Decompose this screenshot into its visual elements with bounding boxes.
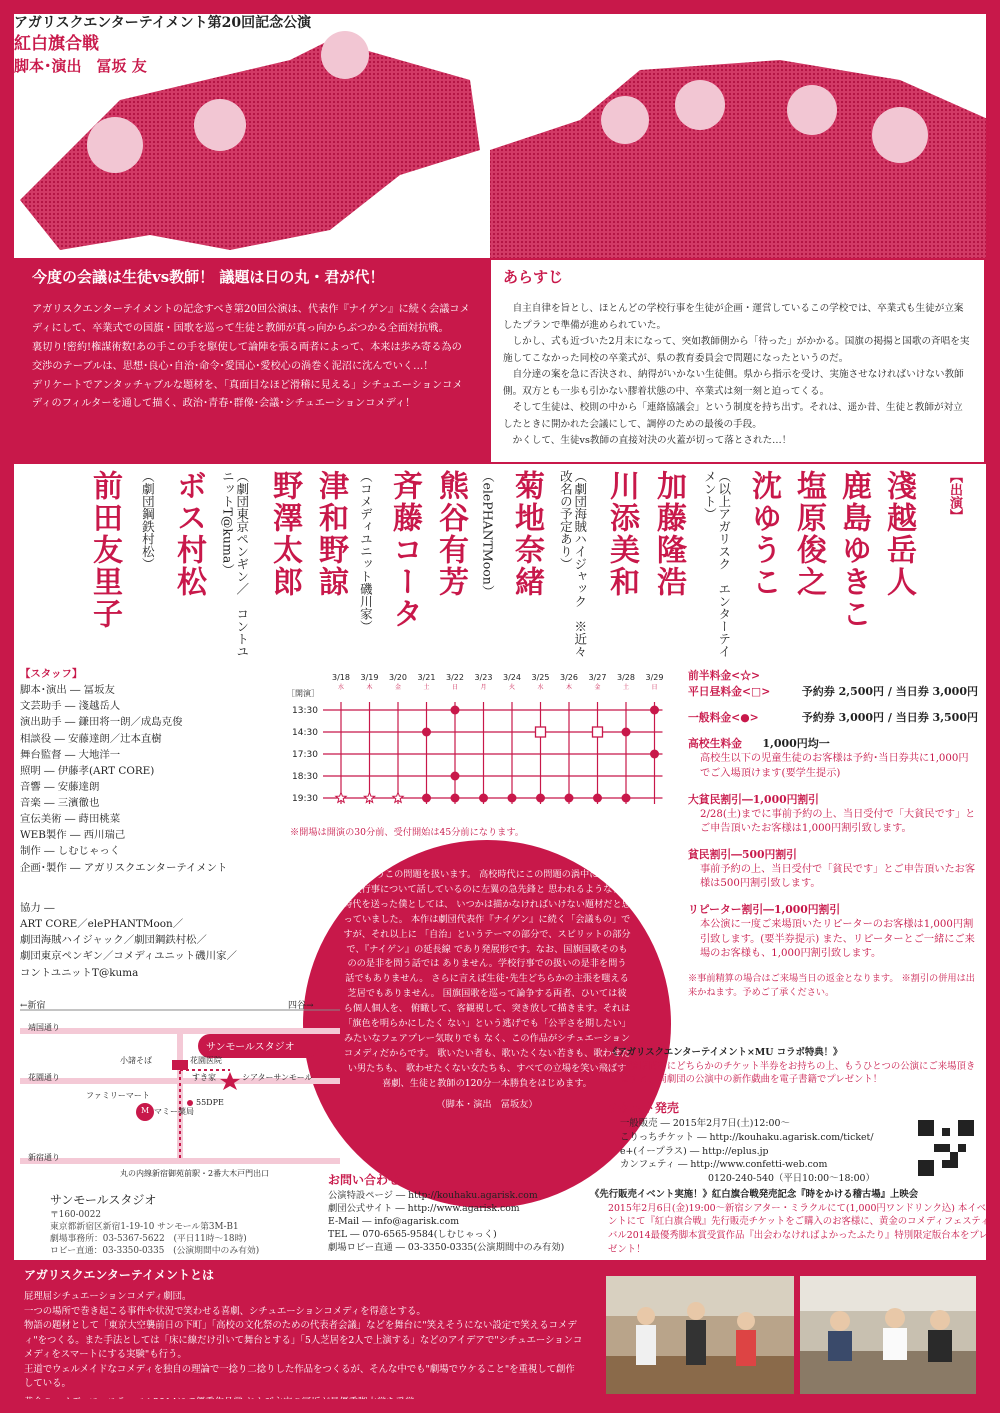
- venue-info: [50, 1192, 259, 1258]
- cast-header: 【出演】: [947, 470, 962, 522]
- hs-note: 高校生以下の児童生徒のお客様は予約･当日券共に1,000円でご入場頂けます(要学生提示): [700, 753, 969, 780]
- intro-paragraph: デリケートでアンタッチャブルな題材を、「真面目なほど滑稽に見える」シチュエーションコメディのフィルターを通して描く、政治･青春･群像･会議･シチュエーションコメディ！: [32, 379, 463, 410]
- price-first: 予約券 2,500円 / 当日券 3,000円: [801, 684, 978, 698]
- schedule-date: 3/23: [474, 673, 493, 682]
- performance-mark: [593, 794, 602, 803]
- cast-name: 塩原俊之: [791, 470, 826, 598]
- discount-title: 大貧民割引―1,000円割引: [688, 792, 819, 806]
- tickets-title: チケット発売: [608, 1101, 679, 1115]
- map-shinjuku-dori: 新宿通り: [28, 1153, 60, 1162]
- map-yotsuya: 四谷→: [288, 1001, 314, 1011]
- discount-text: 2/28(土)までに事前予約の上、当日受付で「大貧民です」とご申告頂いたお客様は1,000円割引致します。: [700, 808, 976, 835]
- intro-box: [14, 258, 489, 464]
- staff-item: 音楽 ― 三濱徹也: [20, 797, 100, 809]
- collab-item: 劇団海賊ハイジャック／劇団鋼鉄村松／: [20, 934, 207, 947]
- schedule-date: 3/24: [503, 673, 521, 682]
- cast-affiliation: （劇団鋼鉄村松）: [140, 470, 156, 570]
- event-title: 《先行販売イベント実施！》紅白旗合戦発売記念『時をかける稽古場』上映会: [590, 1189, 919, 1200]
- hs-label: 高校生料金: [688, 736, 742, 750]
- staff-list: [20, 666, 280, 876]
- collab-item: ART CORE／elePHANTMoon／: [20, 918, 184, 931]
- synopsis-paragraph: そして生徒は、校則の中から「連絡協議会」という制度を持ち出す。それは、遥か昔、生徒と教師が対立したときに開かれた会議にして、調停のための最後の手段。: [503, 402, 963, 430]
- ticket-item: 一般販売 ― 2015年2月7日(土)12:00〜: [620, 1118, 790, 1130]
- first-half-label: 前半料金<☆>: [688, 669, 761, 682]
- series-line: アガリスクエンターテイメント第20回記念公演: [14, 15, 312, 31]
- map-sukiya: すき家: [192, 1073, 216, 1082]
- schedule-date: 3/25: [531, 673, 550, 682]
- staff-item: 文芸助手 ― 淺越岳人: [20, 700, 121, 713]
- map-familymart: ファミリーマート: [86, 1091, 150, 1100]
- synopsis-box: [489, 258, 986, 464]
- ticket-item: 0120-240-540（平日10:00〜18:00）: [708, 1172, 875, 1184]
- collaborators: [20, 900, 270, 981]
- intro-paragraph: アガリスクエンターテイメントの記念すべき第20回公演は、代表作『ナイゲン』に続く会議コメディにして、卒業式での国旗・国歌を巡って生徒と教師が真っ向からぶつかる全面対抗戦。: [32, 304, 470, 334]
- schedule-time: 17:30: [292, 750, 318, 760]
- rehearsal-photo: [606, 1276, 794, 1394]
- schedule-day: 木: [366, 684, 373, 691]
- cast-name: 津和野諒: [313, 470, 348, 598]
- synopsis-paragraph: 自主自律を旨とし、ほとんどの学校行事を生徒が企画・運営しているこの学校では、卒業式も生徒が立案したプランで準備が進められていた。: [503, 303, 964, 331]
- performance-mark: [422, 794, 431, 803]
- staff-item: 相談役 ― 安藤達朗／辻本直樹: [20, 732, 162, 745]
- discount-title: 貧民割引―500円割引: [688, 848, 797, 862]
- schedule-date: 3/19: [360, 673, 379, 682]
- schedule-day: 日: [451, 684, 459, 691]
- cast-name: 前田友里子: [87, 470, 122, 630]
- contact-info: [328, 1172, 578, 1254]
- staff-item: 音響 ― 安藤達朗: [20, 780, 100, 793]
- venue-name: サンモールスタジオ: [50, 1193, 157, 1207]
- schedule-day: 土: [423, 684, 430, 691]
- price-notes: ※事前精算の場合はご来場当日の返金となります。 ※割引の併用は出来かねます。予めご了承ください。: [688, 973, 975, 998]
- staff-item: WEB製作 ― 西川瑞己: [20, 829, 126, 842]
- cast-affiliation: （コメディユニット磯川家）: [358, 470, 374, 633]
- performance-mark: [508, 794, 517, 803]
- schedule-day: 水: [537, 684, 544, 691]
- staff-item: 脚本･演出 ― 冨坂友: [20, 684, 115, 697]
- map-station: 丸の内線新宿御苑前駅・2番大木戸門出口: [120, 1169, 270, 1178]
- map-hanazono: 花園通り: [28, 1073, 60, 1082]
- synopsis-paragraph: 自分達の案を急に否決され、納得がいかない生徒側。県から指示を受け、実施させなければいけない教師側。双方とも一歩も引かない膠着状態の中、卒業式は刻一刻と迫ってくる。: [503, 369, 964, 397]
- staff-title: 【スタッフ】: [20, 668, 83, 680]
- meeting-photo: [800, 1276, 976, 1394]
- performance-mark: [422, 728, 431, 737]
- intro-heading: 今度の会議は生徒vs教師！ 議題は日の丸・君が代！: [32, 268, 385, 286]
- schedule-date: 3/28: [617, 673, 635, 682]
- map-studio: サンモールスタジオ: [206, 1042, 295, 1053]
- collab-item: コントユニットT@kuma: [20, 966, 139, 979]
- about-paragraph: 屁理屈シチュエーションコメディ劇団。: [24, 1291, 192, 1302]
- schedule-day: 水: [337, 684, 345, 691]
- synopsis-heading: あらすじ: [503, 268, 564, 286]
- hs-price: 1,000円均一: [762, 736, 830, 750]
- map-yasukuni: 靖国通り: [28, 1023, 60, 1032]
- venue-tel1: 劇場事務所：03-5367-5622 (平日11時〜18時): [50, 1233, 247, 1244]
- schedule-time: 14:30: [292, 728, 318, 738]
- map-sdpe: 55DPE: [196, 1098, 224, 1107]
- venue-tel2: ロビー直通：03-3350-0335 (公演期間中のみ有効): [50, 1245, 260, 1256]
- about-paragraph: 王道でウェルメイドなコメディを独自の理論で一捻り二捻りした作品をつくるが、そんな中でも"劇場でウケること"を重視して創作している。: [24, 1363, 575, 1390]
- schedule-day: 日: [651, 684, 658, 691]
- cast-list: [40, 470, 980, 660]
- schedule-date: 3/29: [645, 673, 664, 682]
- performance-mark: [650, 750, 659, 759]
- staff-item: 舞台監督 ― 大地洋一: [20, 748, 121, 761]
- cast-name: ボス村松: [171, 470, 206, 598]
- cast-name: 加藤隆浩: [651, 470, 686, 598]
- about-title: アガリスクエンターテイメントとは: [14, 1260, 594, 1289]
- performance-mark: [650, 706, 659, 715]
- staff-item: 照明 ― 伊藤孝(ART CORE): [20, 764, 155, 777]
- staff-item: 演出助手 ― 鎌田将一朗／成島克俊: [20, 716, 183, 729]
- contact-item[interactable]: E-Mail ― info@agarisk.com: [328, 1215, 460, 1227]
- cast-affiliation: （elePHANTMoon）: [480, 470, 496, 598]
- map-theater: シアターサンモール: [242, 1073, 313, 1082]
- cast-name: 沈ゆうこ: [746, 470, 781, 598]
- mu-title: 《アガリスクエンターテイメント×MU コラボ特典！》: [608, 1047, 843, 1058]
- staff-item: 企画･製作 ― アガリスクエンターテイメント: [20, 861, 228, 874]
- weekday-matinee-mark: [536, 727, 546, 737]
- schedule-open-label: ［開演］: [287, 689, 319, 698]
- schedule-svg: [285, 668, 675, 828]
- schedule-date: 3/26: [560, 673, 578, 682]
- schedule-date: 3/20: [389, 673, 407, 682]
- header-text: [14, 14, 311, 76]
- synopsis-paragraph: かくして、生徒vs教師の直接対決の火蓋が切って落とされた…！: [512, 435, 792, 446]
- schedule-day: 金: [594, 684, 601, 691]
- collab-item: 劇団東京ペンギン／コメディユニット磯川家／: [20, 950, 237, 963]
- schedule-day: 土: [622, 684, 630, 691]
- map-m: M: [141, 1106, 150, 1115]
- discount-title: リピーター割引―1,000円割引: [688, 903, 841, 917]
- cast-affiliation: （劇団海賊ハイジャック ※近々改名の予定あり）: [558, 470, 588, 658]
- performance-mark: [451, 794, 460, 803]
- synopsis-paragraph: しかし、式も近づいた2月末になって、突如教師側から「待った」がかかる。国旗の掲揚と国歌の斉唱を実施してこなかった同校の卒業式が、県の教育委員会で問題になったというのだ。: [503, 336, 970, 364]
- event-text: 2015年2月6日(金)19:00〜新宿シアター・ミラクルにて(1,000円ワンドリンク込) 本イベントにて『紅白旗合戦』先行販売チケットをご購入のお客様に、黄金のコメディフェスティバル2014最優秀脚本賞受賞作品『出会わなければよかったふたり』特別限定版台本をプレゼント！: [608, 1202, 990, 1255]
- schedule-day: 木: [565, 684, 573, 691]
- weekday-label: 平日昼料金<□>: [688, 684, 771, 698]
- discount-text: 事前予約の上、当日受付で「貧民です」とご申告頂いたお客様は500円割引致します。: [700, 863, 976, 890]
- venue-zip: 〒160-0022: [50, 1210, 101, 1221]
- price-list: [688, 668, 978, 999]
- director-message: とうとうこの問題を扱います。 高校時代にこの問題の渦中にいて、 学校行事について話しているのに左翼の急先鋒と 思われるような青春時代を送った僕としては、 いつかは描かなければいけない題材だと思っていました。 本作は劇団代表作『ナイゲン』に続く「会議もの」ですが、それ以上に 「自治」というテーマの部分で、スピリットの部分で、『ナイゲン』の延長線 であり発展形です。なお、国旗国歌そのものの是非を問う話では ありません。学校行事での扱いの是非を問う話でもありません。 さらに言えば生徒･先生どちらかの主張を嗤える芝居でもありません。 国旗国歌を巡って論争する両者、ひいては彼ら個人個人を、 俯瞰して、客観視して、突き放して描きます。それは「旗色を明らかにしたく ない」という逃げでも「公平さを期したい」みたいなフェアプレー気取りでも なく、この作品がシチュエーションコメディだからです。 歌いたい者も、歌いたくない若きも、歌わせたい男たちも、 歌わせたくない女たちも、すべての立場を笑い飛ばす 喜劇、生徒と教師の120分一本勝負をはじめます。: [343, 869, 631, 1089]
- cast-name: 淺越岳人: [881, 470, 916, 598]
- access-map: [20, 1000, 340, 1180]
- discount-text: 本公演に一度ご来場頂いたリピーターのお客様は1,000円割引致します。(要半券提示) また、リピーターとご一緒にご来場のお客様も、1,000円割引致します。: [700, 918, 975, 960]
- ticket-item[interactable]: カンフェティ ― http://www.confetti-web.com: [620, 1159, 828, 1171]
- about-paragraph: 一つの場所で巻き起こる事件や状況で笑わせる喜劇、シチュエーションコメディを得意とする。: [24, 1305, 426, 1317]
- cast-name: 野澤太郎: [267, 470, 302, 598]
- schedule-day: 金: [394, 684, 402, 691]
- performance-mark: [622, 794, 631, 803]
- contact-item: TEL ― 070-6565-9584(しむじゃっく): [328, 1228, 497, 1240]
- preorder-event: [590, 1188, 990, 1256]
- performance-mark: [451, 772, 460, 781]
- schedule-day: 火: [508, 684, 516, 691]
- ticket-item[interactable]: こりっちチケット ― http://kouhaku.agarisk.com/ticket/: [620, 1132, 874, 1144]
- performance-mark: [451, 706, 460, 715]
- cast-affiliation: （劇団東京ペンギン／ コントユニットT@kuma）: [220, 470, 250, 658]
- contact-item[interactable]: 劇団公式サイト ― http://www.agarisk.com: [328, 1202, 520, 1214]
- cast-name: 鹿島ゆきこ: [836, 470, 871, 630]
- director-sign: （脚本・演出 冨坂友）: [436, 1098, 538, 1110]
- map-komoro: 小諸そば: [120, 1056, 152, 1065]
- qr-code[interactable]: [918, 1120, 974, 1176]
- performance-mark: [622, 728, 631, 737]
- schedule-note: ※開場は開演の30分前、受付開始は45分前になります。: [290, 827, 524, 838]
- schedule-date: 3/27: [588, 673, 607, 682]
- map-clinic: 花園医院: [190, 1056, 222, 1065]
- performance-mark: [479, 794, 488, 803]
- cast-name: 熊谷有芳: [433, 470, 468, 598]
- general-label: 一般料金<●>: [688, 710, 759, 724]
- about-paragraph: 黄金のコメディフェスティバル2014にて優秀作品賞 および主宰の冨坂が最優秀脚本賞を受賞。: [24, 1397, 424, 1409]
- schedule-time: 13:30: [292, 706, 318, 716]
- performance-mark: [565, 794, 574, 803]
- schedule-date: 3/21: [417, 673, 436, 682]
- map-shinjuku: ←新宿: [20, 1001, 46, 1011]
- cast-name: 菊地奈緒: [509, 470, 544, 598]
- schedule-time: 19:30: [292, 794, 318, 804]
- mu-collab: [608, 1046, 978, 1087]
- venue-addr: 東京都新宿区新宿1-19-10 サンモール第3M-B1: [50, 1222, 239, 1233]
- about-body: [14, 1284, 594, 1409]
- author-credit: 脚本･演出 冨坂 友: [14, 56, 147, 75]
- play-title: 紅白旗合戦: [14, 33, 99, 54]
- cast-affiliation: （以上アガリスク エンターテイメント）: [702, 470, 732, 658]
- contact-title: お問い合わせ: [328, 1173, 401, 1187]
- cast-name: 川添美和: [604, 470, 639, 598]
- weekday-matinee-mark: [593, 727, 603, 737]
- about-paragraph: 物語の題材として「東京大空襲前日の下町」「高校の文化祭のための代表者会議」などを舞台に"笑えそうにない設定で笑えるコメディ"をつくる。また手法としては「床に線だけ引いて舞台とする」「5人芝居を2人で上演する」などのアイデアで"シチュエーションコメディをスマートにする実験"も行う。: [24, 1320, 583, 1361]
- intro-paragraph: 裏切り!密約!権謀術数!あの手この手を駆使して論陣を張る両者によって、本来は歩み寄る為の交渉のテーブルは、思想･良心･自治･命令･愛国心･愛校心の渦巻く泥沼に沈んでいく…！: [32, 341, 462, 372]
- staff-item: 宣伝美術 ― 蒔田桃菜: [20, 813, 121, 826]
- schedule-time: 18:30: [292, 772, 318, 782]
- contact-item[interactable]: 公演特設ページ ― http://kouhaku.agarisk.com: [328, 1189, 538, 1201]
- schedule-grid: [285, 668, 675, 848]
- schedule-date: 3/22: [446, 673, 464, 682]
- schedule-day: 月: [480, 684, 487, 691]
- collab-title: 協力 ―: [20, 902, 55, 914]
- contact-item: 劇場ロビー直通 ― 03-3350-0335(公演期間中のみ有効): [328, 1241, 565, 1253]
- map-mami: マミー薬局: [154, 1107, 194, 1116]
- performance-mark: [536, 794, 545, 803]
- cast-name: 斉藤コータ: [387, 470, 422, 630]
- ticket-item[interactable]: e+(イープラス) ― http://eplus.jp: [620, 1145, 769, 1157]
- price-general: 予約券 3,000円 / 当日券 3,500円: [801, 710, 978, 724]
- schedule-date: 3/18: [332, 673, 350, 682]
- mu-text: 公演期間中にどちらかのチケット半券をお持ちの上、もうひとつの公演にご来場頂きますと、両劇団の公演中の新作戯曲を電子書籍でプレゼント！: [620, 1060, 976, 1086]
- staff-item: 制作 ― しむじゃっく: [20, 845, 121, 858]
